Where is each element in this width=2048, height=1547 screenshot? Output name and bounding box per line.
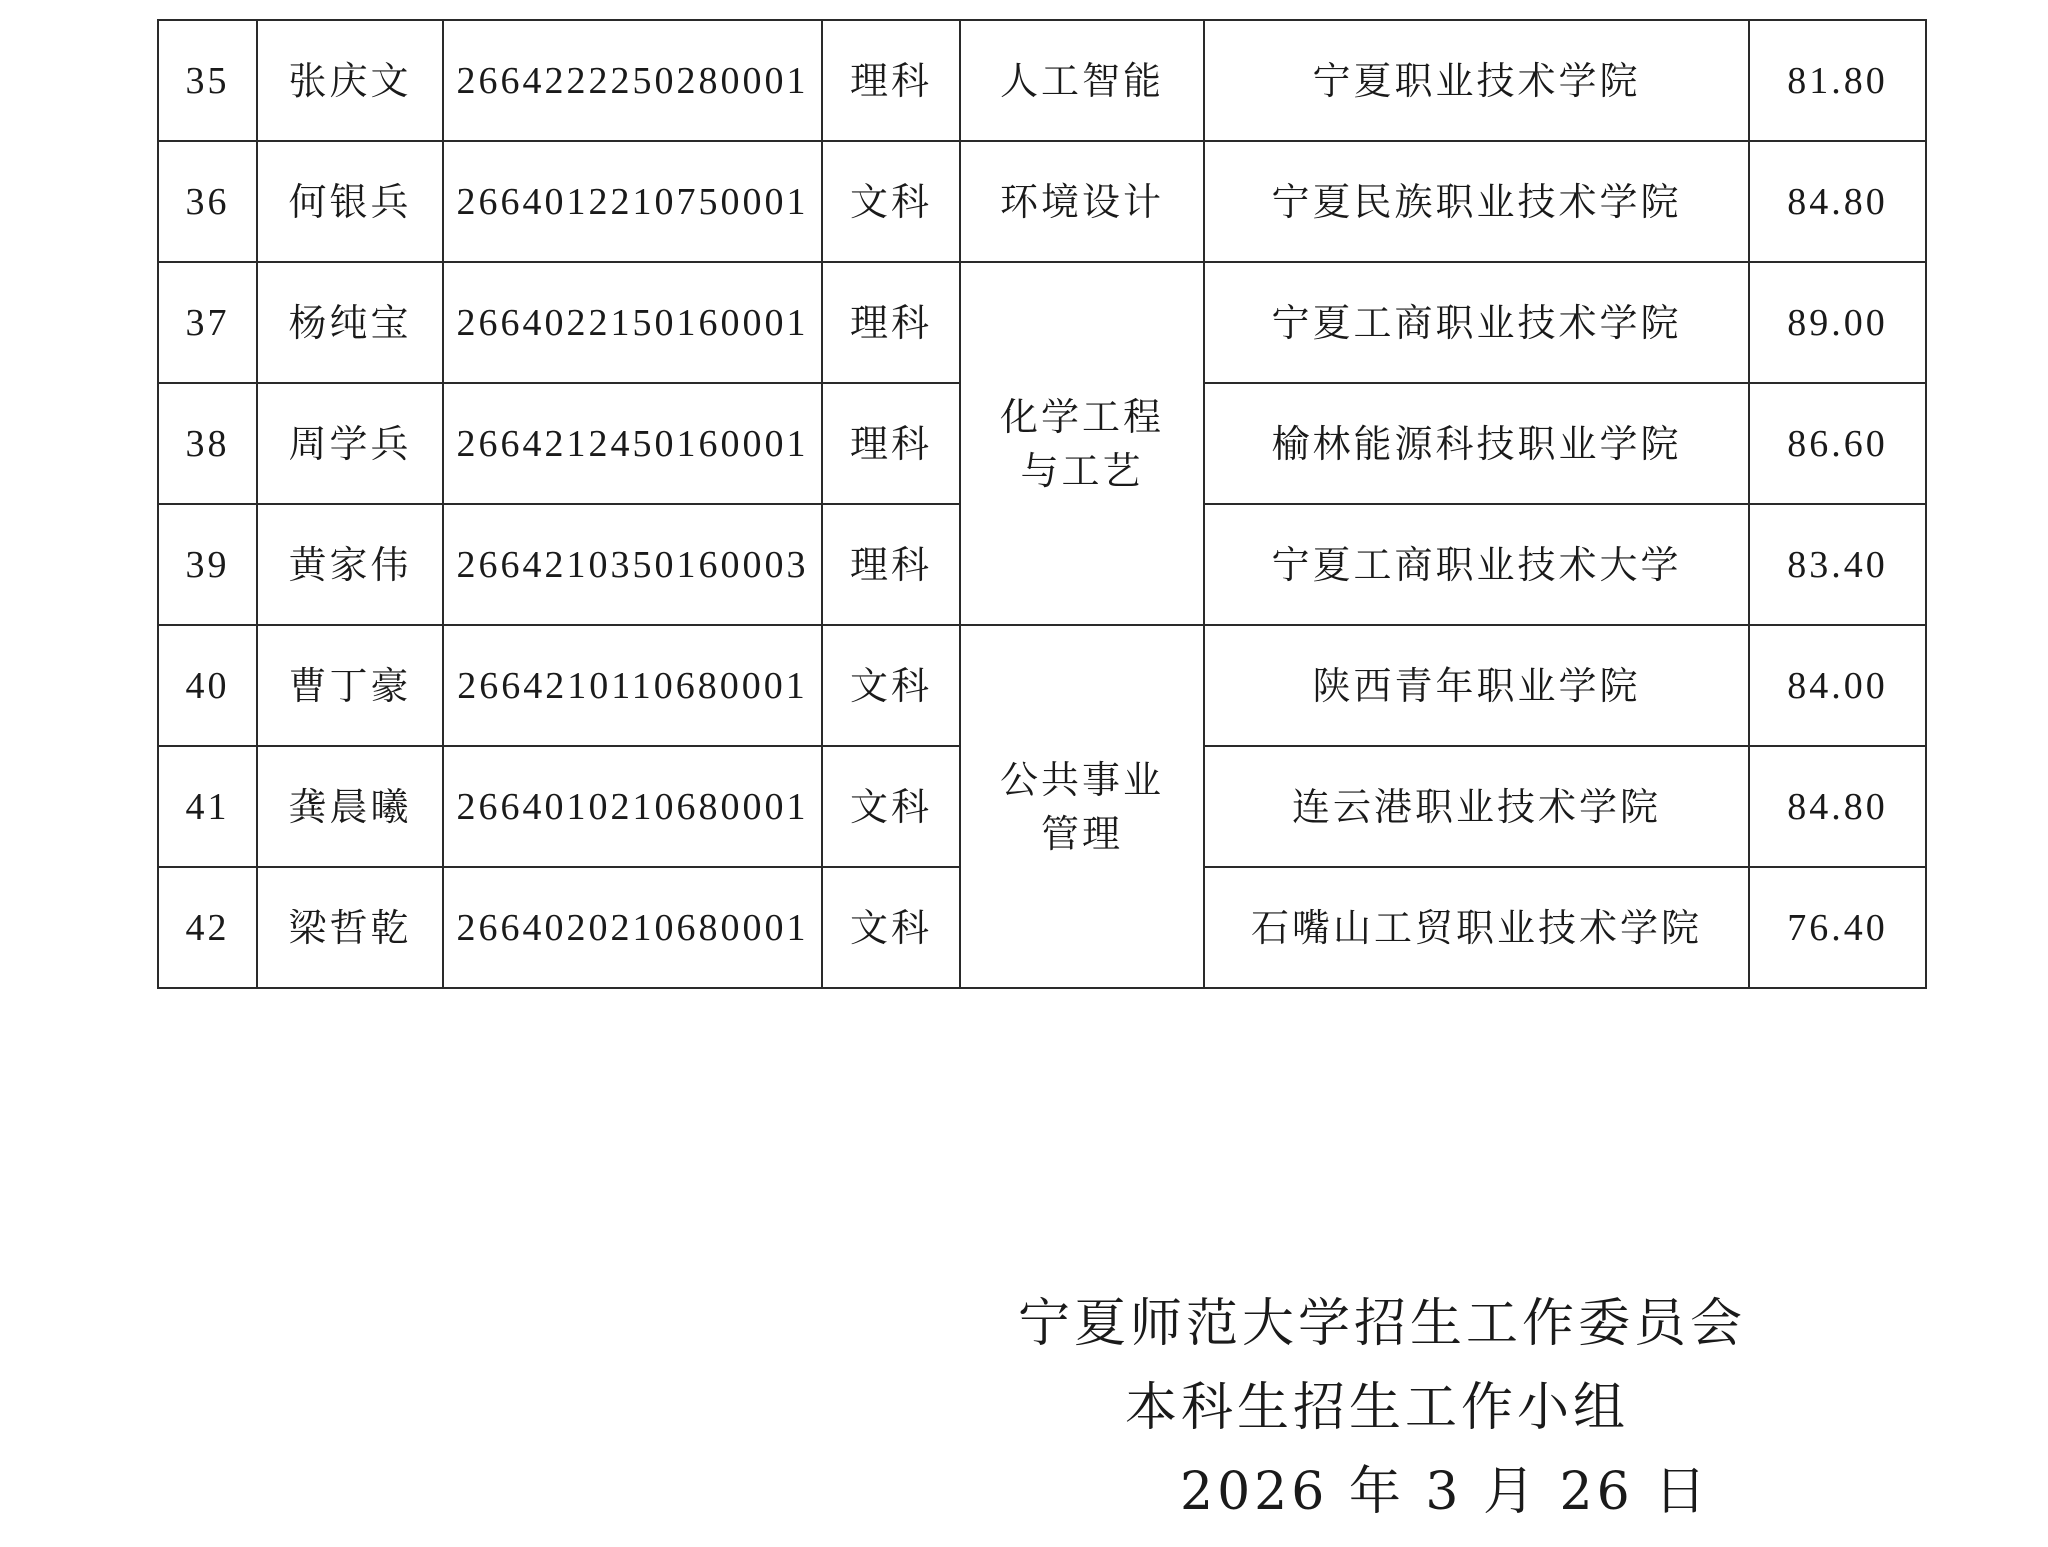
- major-line: 公共事业: [999, 757, 1164, 802]
- major-cell: [960, 625, 1204, 988]
- track-cell: 理科: [822, 383, 960, 504]
- student-name-cell: 曹丁豪: [257, 625, 443, 746]
- school-cell: 宁夏工商职业技术大学: [1204, 504, 1749, 625]
- signature-group: 本科生招生工作小组: [1125, 1378, 1630, 1438]
- school-cell: 榆林能源科技职业学院: [1204, 383, 1749, 504]
- table-row: [158, 262, 1926, 383]
- major-cell: [960, 262, 1204, 625]
- exam-id-cell: 2664012210750001: [443, 141, 822, 262]
- school-cell: 陕西青年职业学院: [1204, 625, 1749, 746]
- score-cell: 81.80: [1749, 20, 1926, 141]
- exam-id-cell: 2664022150160001: [443, 262, 822, 383]
- score-cell: 84.80: [1749, 141, 1926, 262]
- row-number-cell: 37: [158, 262, 257, 383]
- exam-id-cell: 2664010210680001: [443, 746, 822, 867]
- student-name-cell: 梁哲乾: [257, 867, 443, 988]
- major-line: 与工艺: [1020, 448, 1144, 493]
- student-name-cell: 周学兵: [257, 383, 443, 504]
- table-row: [158, 625, 1926, 746]
- signature-date: 2026 年 3 月 26 日: [1180, 1462, 1711, 1522]
- school-cell: 宁夏民族职业技术学院: [1204, 141, 1749, 262]
- row-number-cell: 36: [158, 141, 257, 262]
- row-number-cell: 42: [158, 867, 257, 988]
- exam-id-cell: 2664212450160001: [443, 383, 822, 504]
- student-name-cell: 张庆文: [257, 20, 443, 141]
- track-cell: 理科: [822, 20, 960, 141]
- student-name-cell: 何银兵: [257, 141, 443, 262]
- score-cell: 84.00: [1749, 625, 1926, 746]
- row-number-cell: 39: [158, 504, 257, 625]
- major-line: 人工智能: [999, 58, 1164, 103]
- table-row: [158, 20, 1926, 141]
- exam-id-cell: 2664210110680001: [443, 625, 822, 746]
- score-cell: 83.40: [1749, 504, 1926, 625]
- track-cell: 文科: [822, 625, 960, 746]
- row-number-cell: 38: [158, 383, 257, 504]
- major-cell: [960, 20, 1204, 141]
- track-cell: 文科: [822, 141, 960, 262]
- major-line: 环境设计: [999, 179, 1164, 224]
- major-cell: [960, 141, 1204, 262]
- admission-table: [157, 19, 1927, 989]
- student-name-cell: 龚晨曦: [257, 746, 443, 867]
- table-row: [158, 141, 1926, 262]
- track-cell: 理科: [822, 262, 960, 383]
- exam-id-cell: 2664020210680001: [443, 867, 822, 988]
- school-cell: 宁夏工商职业技术学院: [1204, 262, 1749, 383]
- student-name-cell: 杨纯宝: [257, 262, 443, 383]
- score-cell: 76.40: [1749, 867, 1926, 988]
- major-line: 化学工程: [999, 394, 1164, 439]
- admission-table-body: [158, 20, 1926, 988]
- student-name-cell: 黄家伟: [257, 504, 443, 625]
- signature-organization: 宁夏师范大学招生工作委员会: [1018, 1294, 1747, 1354]
- track-cell: 文科: [822, 867, 960, 988]
- exam-id-cell: 2664210350160003: [443, 504, 822, 625]
- signature-block: [960, 1282, 1920, 1534]
- track-cell: 文科: [822, 746, 960, 867]
- track-cell: 理科: [822, 504, 960, 625]
- school-cell: 连云港职业技术学院: [1204, 746, 1749, 867]
- score-cell: 86.60: [1749, 383, 1926, 504]
- row-number-cell: 41: [158, 746, 257, 867]
- score-cell: 84.80: [1749, 746, 1926, 867]
- row-number-cell: 35: [158, 20, 257, 141]
- score-cell: 89.00: [1749, 262, 1926, 383]
- row-number-cell: 40: [158, 625, 257, 746]
- school-cell: 石嘴山工贸职业技术学院: [1204, 867, 1749, 988]
- school-cell: 宁夏职业技术学院: [1204, 20, 1749, 141]
- major-line: 管理: [1040, 811, 1123, 856]
- exam-id-cell: 2664222250280001: [443, 20, 822, 141]
